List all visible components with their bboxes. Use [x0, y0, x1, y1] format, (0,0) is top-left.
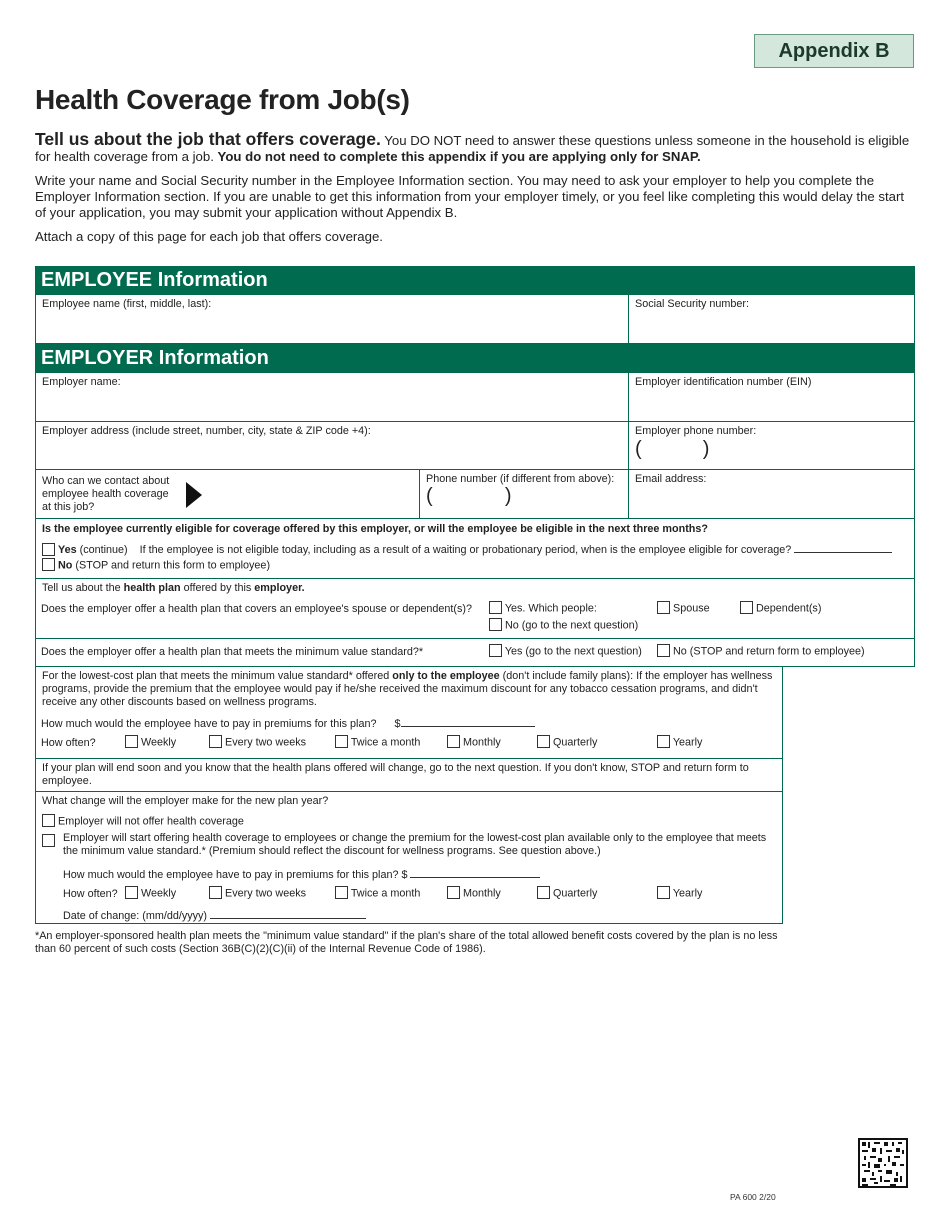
health-plan-intro-pre: Tell us about the — [42, 582, 121, 594]
change-freq-quarterly — [537, 887, 597, 900]
lowest-cost-text-pre: For the lowest-cost plan that meets the minimum value standard* offered — [42, 670, 390, 682]
lowest-cost-text — [42, 670, 776, 709]
change-premium-row — [63, 867, 540, 881]
employer-heading: EMPLOYER Information — [35, 344, 915, 372]
change-not-offer-row — [42, 815, 244, 828]
lowest-cost-text-post: (don't include family plans): If the employer has wellness programs, provide the premium that the employee would pay if he/she received the maximum discount for any tobacco cessation programs, and didn't receive any other discounts based on wellness programs. — [42, 670, 773, 708]
email-field[interactable] — [628, 469, 915, 519]
intro-p1-rest: You DO NOT need to answer these questions unless someone in the household is eligible for health coverage from a job. — [35, 133, 910, 164]
change-freq-yearly — [657, 887, 702, 900]
employee-heading: EMPLOYEE Information — [35, 266, 915, 294]
contact-label: Who can we contact about employee health coverage at this job? — [42, 475, 170, 513]
alt-area-code-parens: ( ) — [426, 485, 512, 507]
intro-p3: Attach a copy of this page for each job that offers coverage. — [35, 229, 383, 244]
eligibility-yes-rest: (continue) — [79, 544, 128, 556]
eligibility-yes-label: Yes — [58, 544, 77, 556]
change-freq-weekly-checkbox[interactable] — [125, 886, 138, 899]
change-date-row — [63, 908, 366, 922]
ein-field[interactable] — [628, 372, 915, 422]
eligibility-yes-checkbox[interactable] — [42, 543, 55, 556]
intro-lead: Tell us about the job that offers coverage. — [35, 129, 381, 149]
change-freq-biweekly-checkbox[interactable] — [209, 886, 222, 899]
employee-name-label: Employee name (first, middle, last): — [42, 298, 212, 310]
change-start-checkbox[interactable] — [42, 834, 55, 847]
freq-twice-month-label: Twice a month — [350, 736, 421, 749]
min-value-yes-checkbox[interactable] — [489, 644, 502, 657]
health-plan-intro-bold1: health plan — [123, 582, 181, 594]
dependents-label: Dependent(s) — [756, 602, 822, 615]
premium-amount-line[interactable] — [401, 716, 535, 727]
page-title: Health Coverage from Job(s) — [35, 84, 410, 115]
freq-yearly-label: Yearly — [672, 736, 703, 749]
premium-dollar: $ — [394, 718, 401, 730]
spouse-question: Does the employer offer a health plan that covers an employee's spouse or dependent(s)? — [41, 603, 473, 615]
footnote: *An employer-sponsored health plan meets the "minimum value standard" if the plan's share of the total allowed benefit costs covered by the plan is no less than 60 percent of such costs (Section 36B(C)(2)(C)(ii) of the Internal Revenue Code of 1986). — [35, 930, 778, 955]
change-start-row — [42, 832, 782, 858]
spouse-yes-checkbox[interactable] — [489, 601, 502, 614]
ein-label: Employer identification number (EIN) — [635, 376, 812, 388]
spouse-checkbox[interactable] — [657, 601, 670, 614]
change-date-label: Date of change: (mm/dd/yyyy) — [63, 910, 208, 922]
min-value-no-row — [657, 645, 865, 658]
spouse-yes-label: Yes. Which people: — [504, 602, 597, 615]
spouse-option-row — [657, 602, 710, 615]
freq-twice-month-checkbox[interactable] — [335, 735, 348, 748]
form-number: PA 600 2/20 — [730, 1192, 776, 1202]
premium-question: How much would the employee have to pay in premiums for this plan? — [41, 718, 377, 730]
freq-biweekly-checkbox[interactable] — [209, 735, 222, 748]
qr-code-icon — [858, 1138, 908, 1188]
eligibility-question: Is the employee currently eligible for coverage offered by this employer, or will the employee be eligible in the next three months? — [42, 523, 708, 535]
change-premium-question: How much would the employee have to pay in premiums for this plan? $ — [63, 869, 408, 881]
freq-monthly — [447, 736, 501, 749]
ssn-field[interactable] — [628, 294, 915, 344]
change-freq-weekly — [125, 887, 176, 900]
change-question: What change will the employer make for the new plan year? — [42, 795, 329, 807]
spouse-no-label: No (go to the next question) — [505, 619, 639, 632]
change-not-offer-label: Employer will not offer health coverage — [58, 815, 244, 828]
change-how-often-label: How often? — [63, 888, 118, 900]
triangle-right-icon — [186, 482, 202, 508]
freq-weekly-label: Weekly — [141, 736, 177, 749]
how-often-label: How often? — [41, 737, 96, 749]
intro-p1-bold: You do not need to complete this appendix if you are applying only for SNAP. — [217, 149, 701, 164]
freq-quarterly-checkbox[interactable] — [537, 735, 550, 748]
freq-yearly-checkbox[interactable] — [657, 735, 670, 748]
freq-quarterly-label: Quarterly — [553, 736, 598, 749]
alt-phone-label: Phone number (if different from above): — [426, 473, 615, 485]
freq-monthly-checkbox[interactable] — [447, 735, 460, 748]
eligibility-date-line[interactable] — [794, 542, 892, 553]
change-freq-monthly — [447, 887, 501, 900]
employer-name-label: Employer name: — [42, 376, 121, 388]
employer-phone-label: Employer phone number: — [635, 425, 757, 437]
change-freq-quarterly-label: Quarterly — [553, 887, 598, 900]
employer-address-field[interactable] — [35, 421, 629, 470]
change-freq-twice-month-label: Twice a month — [350, 887, 421, 900]
email-label: Email address: — [635, 473, 707, 485]
employee-name-field[interactable] — [35, 294, 629, 344]
change-date-line[interactable] — [210, 908, 366, 919]
employer-address-label: Employer address (include street, number, city, state & ZIP code +4): — [42, 425, 371, 437]
change-freq-biweekly-label: Every two weeks — [225, 887, 307, 900]
intro — [35, 131, 915, 253]
freq-twice-month — [335, 736, 420, 749]
intro-p2: Write your name and Social Security number in the Employee Information section. You may need to ask your employer to help you complete the Employer Information section. If you are unable to get this information from your employer timely, or you feel like completing this would delay the start of your application, you may submit your application without Appendix B. — [35, 173, 905, 220]
employer-name-field[interactable] — [35, 372, 629, 422]
plan-end-section — [35, 758, 783, 792]
eligibility-no-row — [42, 559, 270, 572]
change-freq-weekly-label: Weekly — [141, 887, 177, 900]
freq-weekly-checkbox[interactable] — [125, 735, 138, 748]
plan-end-text: If your plan will end soon and you know that the health plans offered will change, go to the next question. If you don't know, STOP and return form to employee. — [42, 762, 749, 787]
change-freq-yearly-checkbox[interactable] — [657, 886, 670, 899]
change-freq-biweekly — [209, 887, 306, 900]
eligibility-no-checkbox[interactable] — [42, 558, 55, 571]
freq-biweekly — [209, 736, 306, 749]
area-code-parens: ( ) — [635, 438, 710, 460]
change-freq-quarterly-checkbox[interactable] — [537, 886, 550, 899]
appendix-label: Appendix B — [754, 34, 914, 68]
contact-cell — [35, 469, 420, 519]
min-value-yes-row — [489, 645, 642, 658]
change-not-offer-checkbox[interactable] — [42, 814, 55, 827]
alt-phone-field[interactable] — [419, 469, 629, 519]
spouse-no-checkbox[interactable] — [489, 618, 502, 631]
min-value-no-checkbox[interactable] — [657, 644, 670, 657]
freq-monthly-label: Monthly — [463, 736, 501, 749]
eligibility-no-rest: (STOP and return this form to employee) — [75, 559, 271, 572]
dependents-option-row — [740, 602, 821, 615]
dependents-checkbox[interactable] — [740, 601, 753, 614]
lowest-cost-text-bold: only to the employee — [392, 670, 500, 682]
change-freq-twice-month-checkbox[interactable] — [335, 886, 348, 899]
spouse-no-row — [489, 619, 638, 632]
min-value-no-label: No (STOP and return form to employee) — [673, 645, 865, 658]
eligibility-yes-row — [42, 542, 892, 557]
freq-weekly — [125, 736, 176, 749]
change-premium-line[interactable] — [410, 867, 540, 878]
change-freq-yearly-label: Yearly — [672, 887, 703, 900]
ssn-label: Social Security number: — [635, 298, 750, 310]
freq-biweekly-label: Every two weeks — [225, 736, 307, 749]
change-freq-monthly-label: Monthly — [463, 887, 501, 900]
eligibility-followup: If the employee is not eligible today, including as a result of a waiting or probationary period, when is the employee eligible for coverage? — [139, 544, 792, 556]
intro-p1 — [35, 131, 915, 165]
employer-phone-field[interactable] — [628, 421, 915, 470]
health-plan-intro-mid: offered by this — [183, 582, 252, 594]
spouse-label: Spouse — [673, 602, 710, 615]
freq-yearly — [657, 736, 702, 749]
min-value-question: Does the employer offer a health plan that meets the minimum value standard?* — [41, 646, 424, 658]
spouse-yes-row — [489, 602, 597, 615]
premium-row — [41, 716, 535, 730]
change-start-label: Employer will start offering health coverage to employees or change the premium for the lowest-cost plan available only to the employee that meets the minimum value standard.* (Premium should reflect the discount for wellness programs. See question above.) — [63, 832, 767, 857]
change-freq-twice-month — [335, 887, 420, 900]
health-plan-intro-bold2: employer. — [254, 582, 305, 594]
min-value-yes-label: Yes (go to the next question) — [504, 645, 642, 658]
health-plan-intro — [42, 582, 908, 594]
eligibility-no-label: No — [58, 559, 73, 572]
freq-quarterly — [537, 736, 597, 749]
change-freq-monthly-checkbox[interactable] — [447, 886, 460, 899]
